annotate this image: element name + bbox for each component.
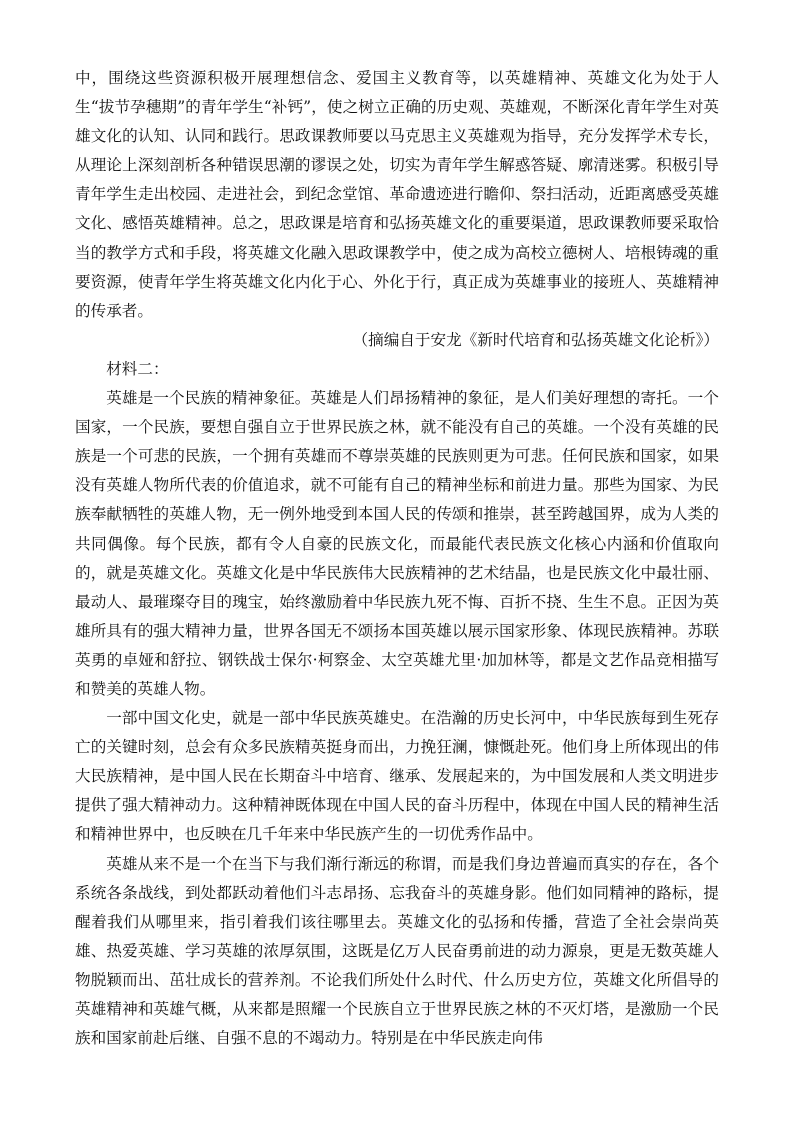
material-paragraph-3: 英雄从来不是一个在当下与我们渐行渐远的称谓，而是我们身边普遍而真实的存在，各个系统各条战线，到处都跃动着他们斗志昂扬、忘我奋斗的英雄身影。他们如同精神的路标，提醒着我们从哪里来，指引着我们该往哪里去。英雄文化的弘扬和传播，营造了全社会崇尚英雄、热爱英雄、学习英雄的浓厚氛围，这既是亿万人民奋勇前进的动力源泉，更是无数英雄人物脱颖而出、茁壮成长的营养剂。不论我们所处什么时代、什么历史方位，英雄文化所倡导的英雄精神和英雄气概，从来都是照耀一个民族自立于世界民族之林的不灭灯塔，是激励一个民族和国家前赴后继、自强不息的不竭动力。特别是在中华民族走向伟 (75, 854, 719, 1048)
material-heading: 材料二： (106, 359, 169, 378)
source-citation: （摘编自于安龙《新时代培育和弘扬英雄文化论析》） (352, 330, 719, 349)
document-page (75, 64, 719, 1053)
material-paragraph-1: 英雄是一个民族的精神象征。英雄是人们昂扬精神的象征，是人们美好理想的寄托。一个国家，一个民族，要想自强自立于世界民族之林，就不能没有自己的英雄。一个没有英雄的民族是一个可悲的民族，一个拥有英雄而不尊崇英雄的民族则更为可悲。任何民族和国家，如果没有英雄人物所代表的价值追求，就不可能有自己的精神坐标和前进力量。那些为国家、为民族奉献牺牲的英雄人物，无一例外地受到本国人民的传颂和推崇，甚至跨越国界，成为人类的共同偶像。每个民族，都有令人自豪的民族文化，而最能代表民族文化核心内涵和价值取向的，就是英雄文化。英雄文化是中华民族伟大民族精神的艺术结晶，也是民族文化中最壮丽、最动人、最璀璨夺目的瑰宝，始终激励着中华民族九死不悔、百折不挠、生生不息。正因为英雄所具有的强大精神力量，世界各国无不颂扬本国英雄以展示国家形象、体现民族精神。苏联英勇的卓娅和舒拉、钢铁战士保尔·柯察金、太空英雄尤里·加加林等，都是文艺作品竞相描写和赞美的英雄人物。 (75, 389, 719, 698)
opening-paragraph: 中，围绕这些资源积极开展理想信念、爱国主义教育等，以英雄精神、英雄文化为处于人生“拔节孕穗期”的青年学生“补钙”，使之树立正确的历史观、英雄观，不断深化青年学生对英雄文化的认知、认同和践行。思政课教师要以马克思主义英雄观为指导，充分发挥学术专长，从理论上深刻剖析各种错误思潮的谬误之处，切实为青年学生解惑答疑、廓清迷雾。积极引导青年学生走出校园、走进社会，到纪念堂馆、革命遗迹进行瞻仰、祭扫活动，近距离感受英雄文化、感悟英雄精神。总之，思政课是培育和弘扬英雄文化的重要渠道，思政课教师要采取恰当的教学方式和手段，将英雄文化融入思政课教学中，使之成为高校立德树人、培根铸魂的重要资源，使青年学生将英雄文化内化于心、外化于行，真正成为英雄事业的接班人、英雄精神的传承者。 (75, 69, 719, 320)
material-paragraph-2: 一部中国文化史，就是一部中华民族英雄史。在浩瀚的历史长河中，中华民族每到生死存亡的关键时刻，总会有众多民族精英挺身而出，力挽狂澜，慷慨赴死。他们身上所体现出的伟大民族精神，是中国人民在长期奋斗中培育、继承、发展起来的，为中国发展和人类文明进步提供了强大精神动力。这种精神既体现在中国人民的奋斗历程中，体现在中国人民的精神生活和精神世界中，也反映在几千年来中华民族产生的一切优秀作品中。 (75, 709, 719, 844)
